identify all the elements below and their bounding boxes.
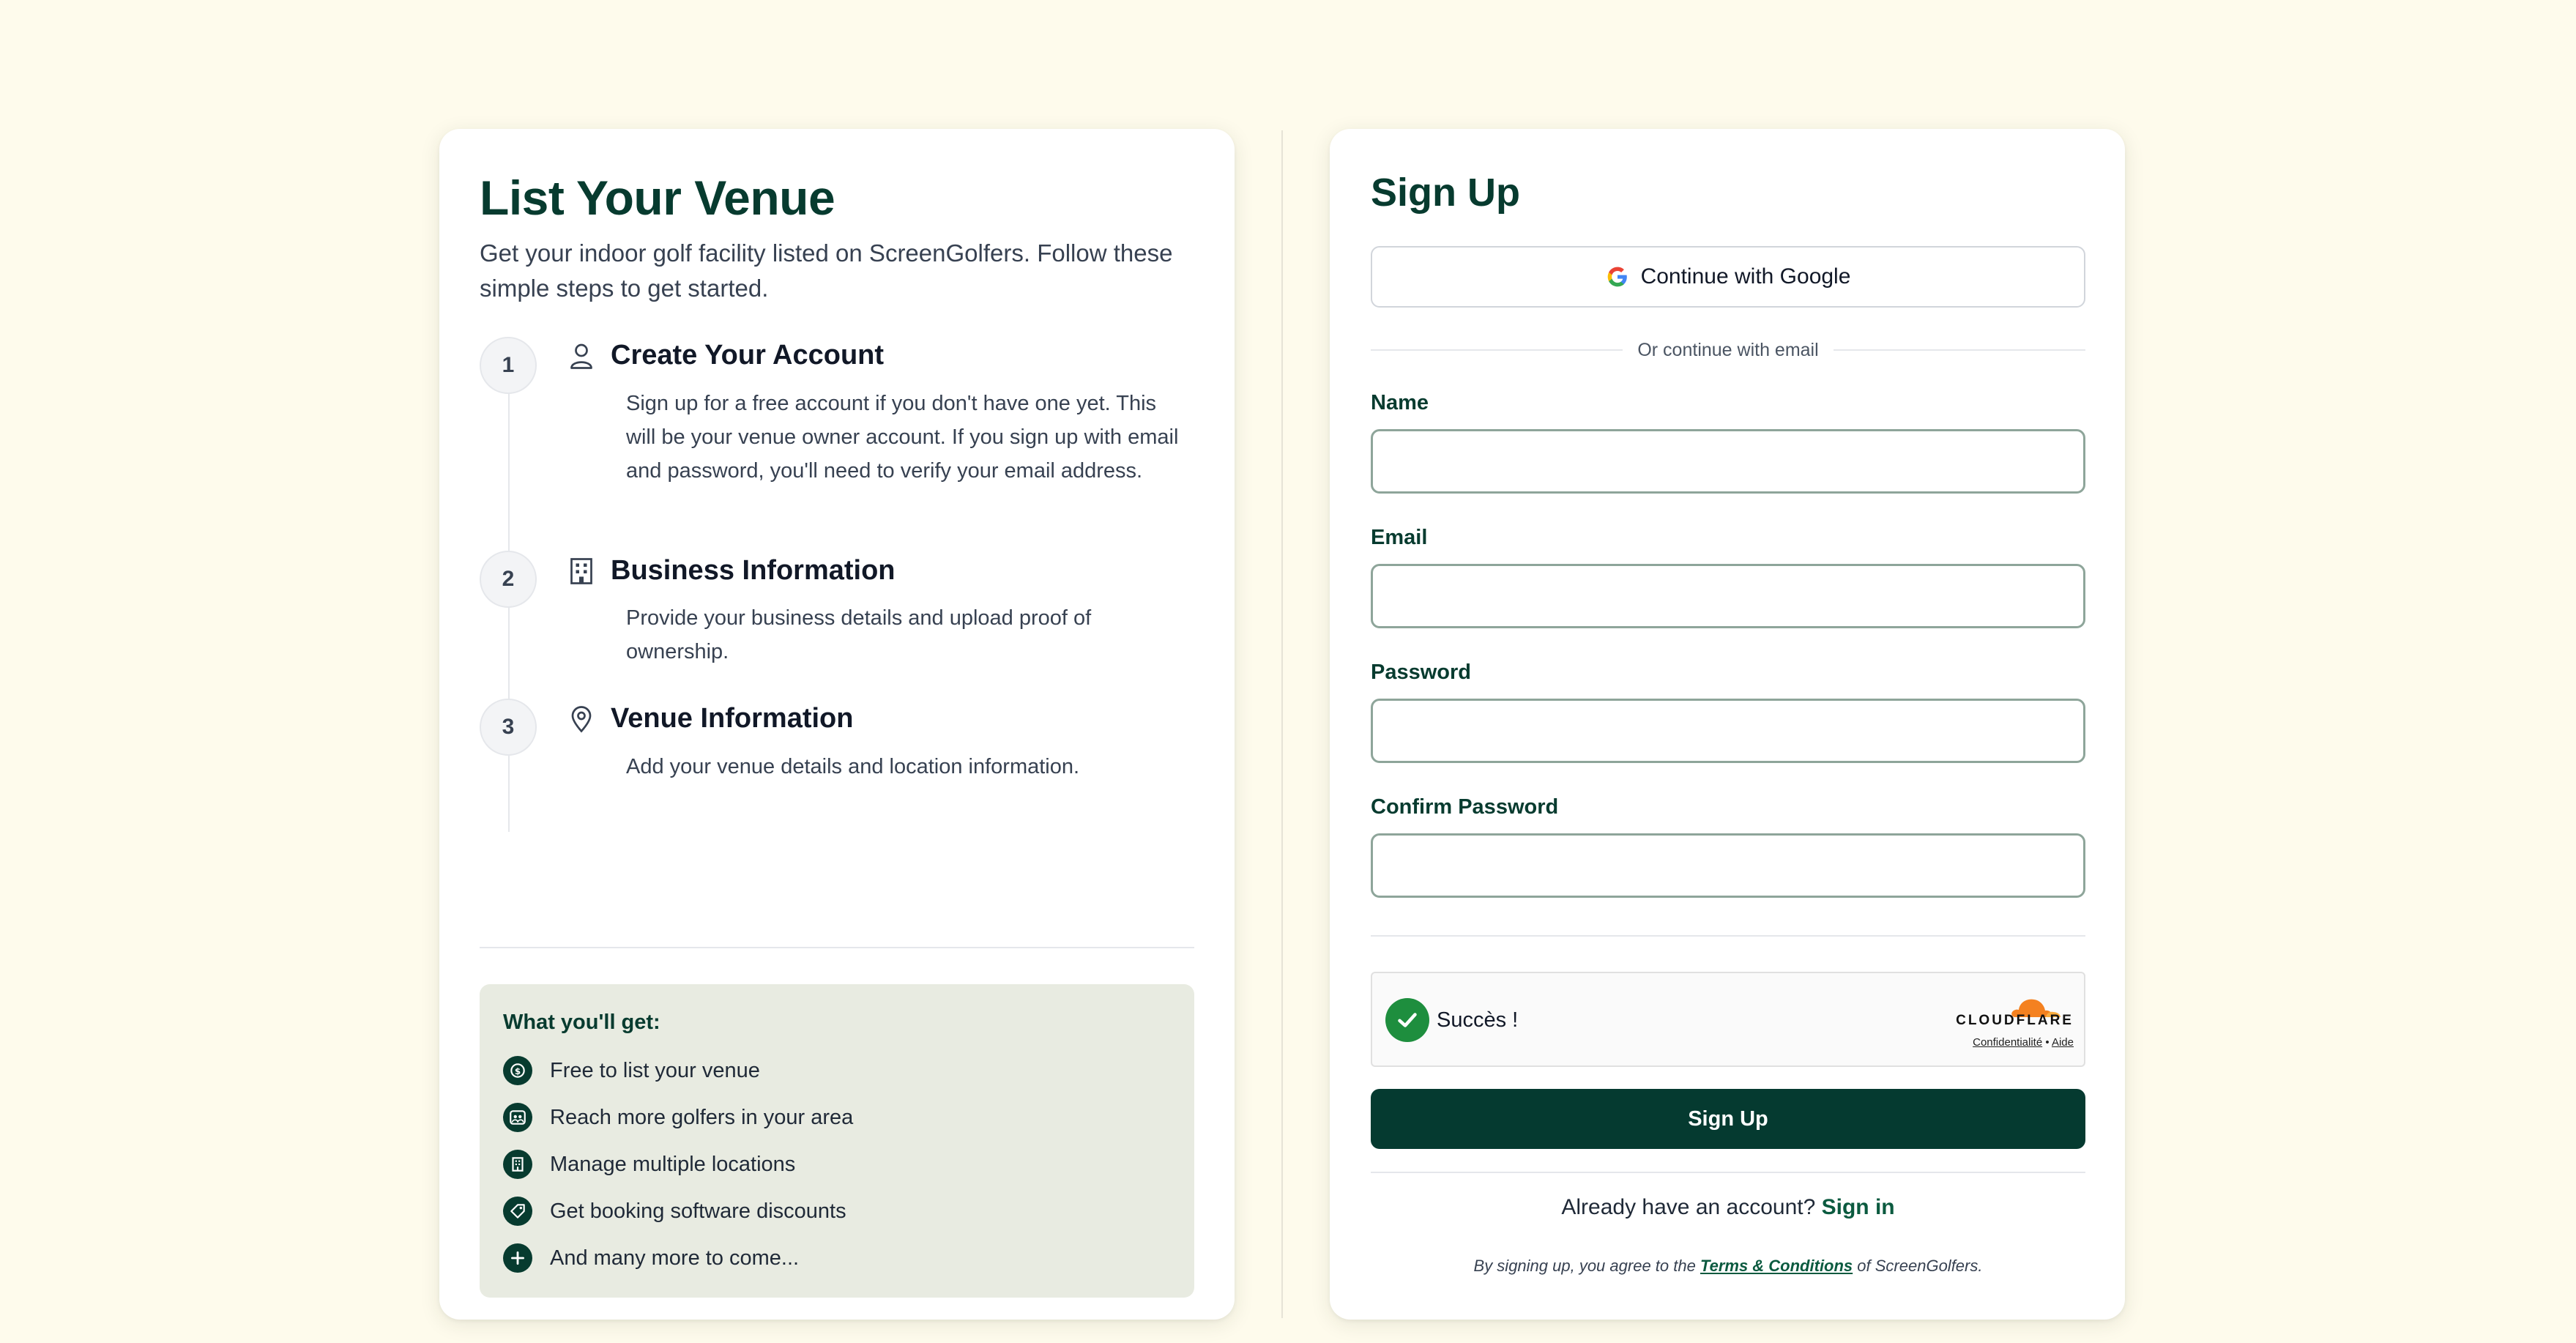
benefit-text: Reach more golfers in your area xyxy=(550,1105,854,1129)
or-divider xyxy=(1371,335,2085,365)
map-pin-icon xyxy=(568,704,595,734)
user-icon xyxy=(568,341,595,371)
captcha-status: Succès ! xyxy=(1437,1008,1519,1032)
form-divider xyxy=(1371,935,2085,937)
step-1-title: Create Your Account xyxy=(611,340,885,371)
benefit-item xyxy=(503,1103,853,1132)
list-venue-card xyxy=(439,129,1235,1320)
already-text: Already have an account? xyxy=(1561,1195,1816,1219)
step-1-description: Sign up for a free account if you don't have one yet. This will be your venue owner account. If you sign up with email and password, you'll need to verify your email address. xyxy=(626,392,1179,483)
password-label: Password xyxy=(1371,661,1471,684)
name-input[interactable] xyxy=(1371,429,2085,494)
vertical-divider xyxy=(1281,130,1283,1318)
signin-link[interactable]: Sign in xyxy=(1821,1195,1895,1219)
email-input[interactable] xyxy=(1371,564,2085,628)
privacy-link[interactable]: Confidentialité xyxy=(1973,1036,2043,1049)
page-title: List Your Venue xyxy=(480,171,835,225)
section-divider xyxy=(480,947,1194,948)
google-icon xyxy=(1606,265,1629,289)
benefit-item xyxy=(503,1197,846,1226)
captcha-links xyxy=(1973,1036,2074,1049)
footer-divider xyxy=(1371,1172,2085,1173)
name-label: Name xyxy=(1371,391,1429,414)
password-input[interactable] xyxy=(1371,699,2085,763)
step-3-number: 3 xyxy=(480,699,537,756)
page-subtitle: Get your indoor golf facility listed on ScreenGolfers. Follow these simple steps to get started. xyxy=(480,239,1173,302)
help-link[interactable]: Aide xyxy=(2051,1036,2074,1049)
step-2-title: Business Information xyxy=(611,555,896,586)
tag-icon xyxy=(503,1197,532,1226)
benefits-panel xyxy=(480,984,1194,1298)
cloudflare-wordmark: CLOUDFLARE xyxy=(1956,1013,2074,1028)
divider-line xyxy=(1834,349,2085,351)
or-divider-text: Or continue with email xyxy=(1637,339,1819,360)
google-button-label: Continue with Google xyxy=(1640,264,1851,289)
signup-submit-button[interactable]: Sign Up xyxy=(1371,1089,2085,1149)
benefit-text: And many more to come... xyxy=(550,1246,800,1270)
terms-suffix: of ScreenGolfers. xyxy=(1857,1257,1983,1275)
email-label: Email xyxy=(1371,526,1428,549)
captcha-widget[interactable] xyxy=(1371,972,2085,1067)
benefit-text: Manage multiple locations xyxy=(550,1152,796,1176)
terms-link[interactable]: Terms & Conditions xyxy=(1700,1257,1853,1275)
checkmark-icon xyxy=(1385,998,1429,1042)
plus-icon xyxy=(503,1243,532,1273)
terms-prefix: By signing up, you agree to the xyxy=(1473,1257,1696,1275)
step-2-description: Provide your business details and upload proof of ownership. xyxy=(626,606,1092,663)
building-icon xyxy=(503,1150,532,1179)
building-icon xyxy=(568,557,595,586)
link-separator: • xyxy=(2045,1036,2050,1049)
benefits-title: What you'll get: xyxy=(503,1011,660,1034)
benefit-text: Get booking software discounts xyxy=(550,1199,846,1223)
step-3-title: Venue Information xyxy=(611,703,854,734)
users-icon xyxy=(503,1103,532,1132)
svg-text:$: $ xyxy=(514,1065,521,1076)
benefit-item xyxy=(503,1056,760,1085)
benefit-text: Free to list your venue xyxy=(550,1058,760,1082)
terms-notice xyxy=(1371,1257,2085,1276)
benefit-item xyxy=(503,1243,799,1273)
step-1-number: 1 xyxy=(480,337,537,394)
google-signin-button[interactable] xyxy=(1371,246,2085,308)
dollar-icon xyxy=(503,1056,532,1085)
already-have-account xyxy=(1371,1195,2085,1220)
divider-line xyxy=(1371,349,1623,351)
confirm-password-label: Confirm Password xyxy=(1371,795,1559,819)
step-2-number: 2 xyxy=(480,551,537,608)
step-3-description: Add your venue details and location information. xyxy=(626,755,1080,778)
signup-card xyxy=(1330,129,2125,1320)
confirm-password-input[interactable] xyxy=(1371,833,2085,898)
signup-title: Sign Up xyxy=(1371,171,1520,215)
benefit-item xyxy=(503,1150,795,1179)
